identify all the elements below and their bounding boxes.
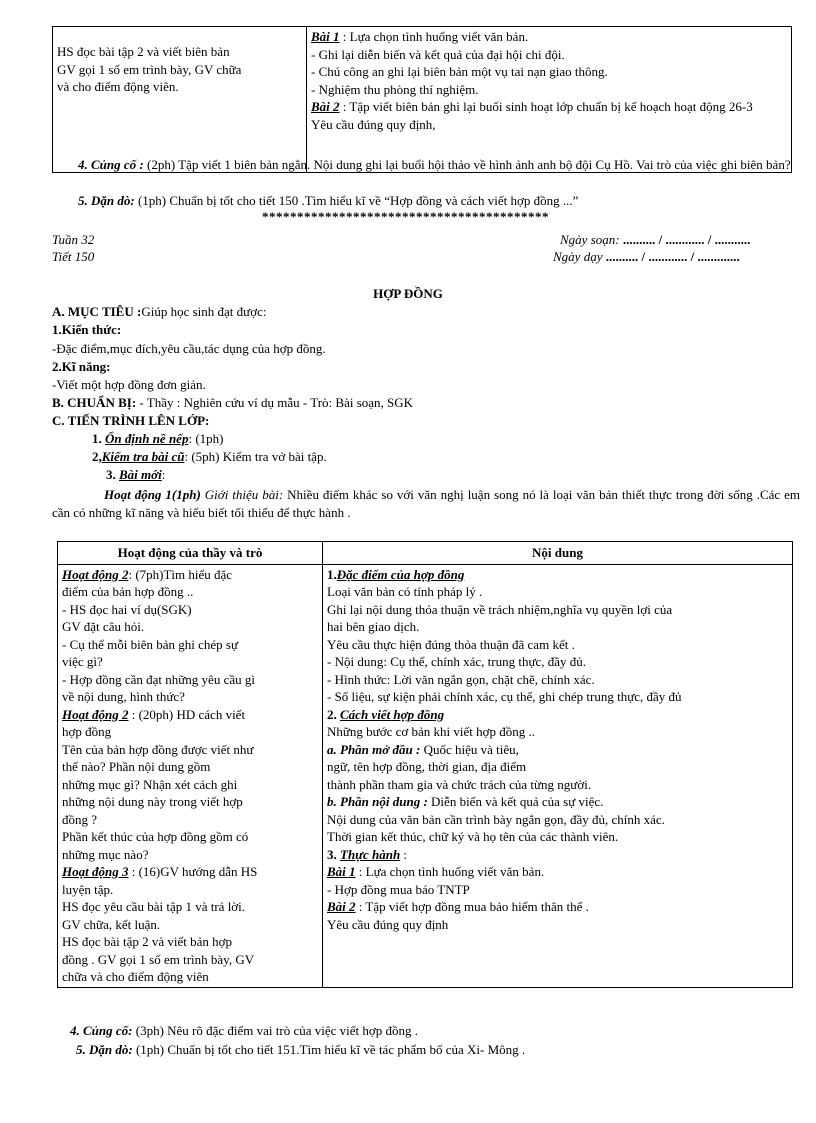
top-table-right-cell [307,27,792,173]
inline-text: : (7ph)Tìm hiểu đặc [128,566,233,582]
step-label: Bài mới [119,467,162,482]
step-1 [92,430,223,448]
hoat-dong-1 [52,486,800,521]
ngay-day-value: .......... / ............ / ............. [602,249,740,264]
ngay-day-label: Ngày dạy [553,249,603,264]
table-line: ngữ, tên hợp đồng, thời gian, địa điểm [327,759,527,774]
bai2-label: Bài 2 [311,99,340,114]
ki-nang-text: -Viết một hợp đồng đơn giản. [52,377,206,392]
cungco-2-label: 4. Củng cố: [70,1023,133,1038]
table-line: Yêu cầu đúng quy định [327,916,449,932]
step-num: 2, [92,449,102,464]
table-line [62,566,318,584]
table-line: Ghi lại nội dung thỏa thuận về trách nhiệm,nghĩa vụ quyền lợi của [327,601,673,617]
inline-text: : (16)GV hướng dẫn HS [128,864,258,879]
table-line [62,863,318,881]
top-left-line: và cho điểm động viên. [57,79,179,94]
page-title: HỢP ĐỒNG [373,286,443,301]
cungco-1-text: (2ph) Tập viết 1 biên bản ngắn. Nội dung ghi lại buổi hội thảo về hình ảnh anh bộ đội Cụ Hồ. Vai trò của việc ghi biên bản? [143,157,791,172]
table-line: - Hợp đồng cần đạt những yêu cầu gì [62,671,255,687]
inline-text: : [400,846,408,862]
table-line: hợp đồng [62,724,112,739]
table-line: - Hình thức: Lời văn ngắn gọn, chặt chẽ, chính xác. [327,671,595,687]
muc-tieu-label: A. MỤC TIÊU : [52,304,142,319]
hoat-dong-1-text: Nhiều điểm khác so với văn nghị luận song nó là loại văn bản thiết thực trong đời sống .Các em cần có những kĩ năng và hiểu biết tối thiểu để thực hành . [52,487,801,520]
table-line [62,706,318,724]
table-line: thế nào? Phần nội dung gồm [62,759,211,774]
table-line: Thời gian kết thúc, chữ ký và họ tên của các thành viên. [327,829,619,844]
table-line: GV đặt câu hỏi. [62,619,145,634]
step-2 [92,448,327,466]
dando-2-label: 5. Dặn dò: [76,1042,133,1057]
table-line: về nội dung, hình thức? [62,689,185,704]
muc-tieu [52,303,266,321]
top-right-last: Yêu cầu đúng quy định, [311,116,436,132]
inline-heading: b. Phần nội dung : [327,794,428,809]
table-line: - Số liệu, sự kiện phải chính xác, cụ thể, ghi chép trung thực, đầy đủ [327,689,682,704]
dando-1-label: 5. Dặn dò: [78,193,135,208]
table-line [327,566,788,584]
step-label: Kiểm tra bài cũ [101,449,185,464]
chuan-bi-text: - Thầy : Nghiên cứu ví dụ mẫu - Trò: Bài soạn, SGK [136,395,414,410]
table-line: việc gì? [62,654,103,669]
ngay-soan-value: .......... / ............ / ........... [619,232,751,247]
table-line [327,741,788,759]
hoat-dong-1-italic: Giới thiệu bài: [200,487,284,502]
table-line: - Hợp đồng mua báo TNTP [327,881,470,897]
tien-trinh: C. TIẾN TRÌNH LÊN LỚP: [52,413,210,428]
table-line [327,706,788,724]
muc-tieu-text: Giúp học sinh đạt được: [141,304,267,319]
table-line: Loại văn bản có tính pháp lý . [327,584,483,599]
cungco-1-label: 4. Củng cố : [78,157,144,172]
table-line: luyện tập. [62,881,114,897]
table-line: Những bước cơ bản khi viết hợp đồng .. [327,724,536,739]
top-table-left-cell [53,27,307,173]
table-line: Phần kết thúc của hợp đồng gồm có [62,829,249,844]
table-line: thành phần tham gia và chức trách của từng người. [327,776,592,792]
inline-text: Diễn biến và kết quả của sự việc. [427,794,604,809]
inline-heading: a. Phần mở đầu : [327,741,421,757]
table-line: đồng ? [62,811,98,827]
table-line: đồng . GV gọi 1 số em trình bày, GV [62,951,255,967]
top-table [52,26,792,173]
top-right-line: - Nghiệm thu phòng thí nghiệm. [311,81,479,97]
step-text: : (5ph) Kiểm tra vở bài tập. [184,449,327,464]
activities-cell [58,564,323,987]
hoat-dong-1-label: Hoạt động 1(1ph) [104,487,201,502]
cungco-2 [70,1022,418,1040]
kien-thuc-label: 1.Kiến thức: [52,322,122,337]
inline-heading: Hoạt động 2 [62,566,129,582]
inline-text: : Tập viết hợp đồng mua bảo hiểm thân thể . [355,899,589,914]
top-right-line: - Chú công an ghi lại biên bản một vụ tai nạn giao thông. [311,64,608,79]
dando-1-text: (1ph) Chuẩn bị tốt cho tiết 150 .Tìm hiểu kĩ về “Hợp đồng và cách viết hợp đồng ...” [134,193,579,208]
inline-heading: Bài 2 [327,899,356,914]
dando-2-text: (1ph) Chuẩn bị tốt cho tiết 151.Tìm hiểu kĩ về tác phẩm bố của Xi- Mông . [132,1042,526,1057]
chuan-bi-label: B. CHUẨN BỊ: [52,395,137,410]
separator: ***************************************** [262,209,549,224]
inline-heading: Cách viết hợp đồng [340,706,445,722]
table-line: - Cụ thể mỗi biên bản ghi chép sự [62,636,239,652]
col-header-activities: Hoạt động của thầy và trò [58,542,323,565]
bai1-text: : Lựa chọn tình huống viết văn bản. [339,29,529,44]
cungco-2-text: (3ph) Nêu rõ đặc điểm vai trò của việc viết hợp đồng . [132,1023,419,1038]
table-line: điểm của bản hợp đồng .. [62,584,194,599]
table-line: HS đọc bài tập 2 và viết bản hợp [62,934,233,949]
inline-heading: Thực hành [340,846,401,862]
activity-table [57,541,793,988]
ngay-day [553,248,740,266]
step-text: : [161,467,166,482]
table-line: Yêu cầu thực hiện đúng thỏa thuận đã cam kết . [327,636,575,652]
col-header-content: Nội dung [323,542,793,565]
ngay-soan [560,231,750,249]
table-line [327,793,788,811]
top-left-line: HS đọc bài tập 2 và viết biên bản [57,44,230,59]
step-text: : (1ph) [188,431,224,446]
heading-number: 3. [327,846,340,862]
table-line: những nội dung này trong viết hợp [62,794,243,809]
table-line: những mục nào? [62,846,149,862]
step-3 [106,466,165,484]
step-num: 3. [106,467,119,482]
table-line [327,898,788,916]
table-line: GV chữa, kết luận. [62,916,161,932]
bai2-text: : Tập viết biên bản ghi lại buổi sinh hoạt lớp chuẩn bị kế hoạch hoạt động 26-3 [339,99,753,114]
inline-text: : Lựa chọn tình huống viết văn bản. [355,864,545,879]
table-line: - Nội dung: Cụ thể, chính xác, trung thực, đầy đủ. [327,654,587,669]
tuan: Tuần 32 [52,232,95,247]
ki-nang-label: 2.Kĩ năng: [52,359,111,374]
tiet: Tiết 150 [52,249,95,264]
top-left-line: GV gọi 1 số em trình bày, GV chữa [57,61,242,77]
top-right-line: - Ghi lại diễn biến và kết quả của đại hội chi đội. [311,46,565,62]
inline-heading: Hoạt động 2 [62,706,129,722]
dando-2 [76,1041,525,1059]
step-label: Ổn định nề nếp [105,431,189,446]
step-num: 1. [92,431,105,446]
table-line: Nội dung của văn bản cần trình bày ngắn gọn, đầy đủ, chính xác. [327,811,665,827]
table-line: Tên của bản hợp đồng được viết như [62,741,254,757]
table-line: những mục gì? Nhận xét cách ghi [62,776,238,792]
inline-heading: Đặc điểm của hợp đồng [336,566,465,582]
table-line: hai bên giao dịch. [327,619,420,634]
dando-1 [78,192,578,210]
inline-heading: Hoạt động 3 [62,864,129,879]
table-line [327,846,788,864]
inline-text: : (20ph) HD cách viết [128,706,246,722]
table-line: - HS đọc hai ví dụ(SGK) [62,601,192,617]
table-line: chữa và cho điểm động viên [62,969,209,984]
content-cell [323,564,793,987]
bai1-label: Bài 1 [311,29,340,44]
kien-thuc-text: -Đặc điểm,mục đích,yêu cầu,tác dụng của hợp đồng. [52,341,326,356]
table-line: HS đọc yêu cầu bài tập 1 và trả lời. [62,899,246,914]
ngay-soan-label: Ngày soạn: [560,232,620,247]
cungco-1 [52,156,800,174]
inline-text: Quốc hiệu và tiêu, [420,741,519,757]
chuan-bi [52,394,413,412]
table-line [327,863,788,881]
heading-number: 1. [327,566,337,582]
heading-number: 2. [327,706,340,722]
inline-heading: Bài 1 [327,864,356,879]
